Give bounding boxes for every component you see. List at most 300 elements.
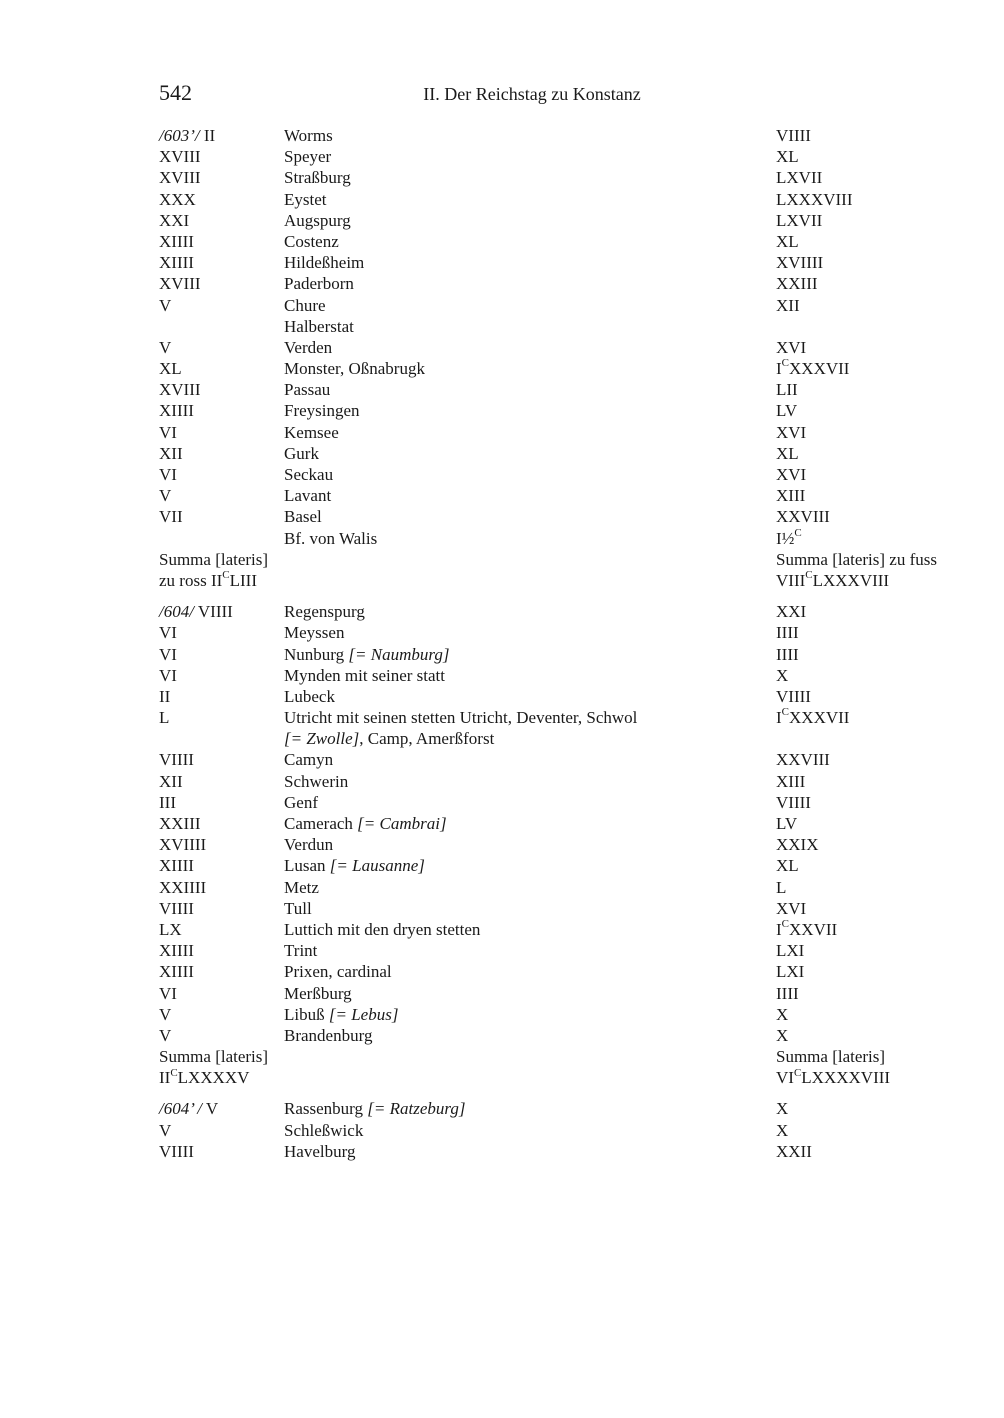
count-cell <box>159 252 194 273</box>
text-segment: L <box>776 877 787 897</box>
text-segment: Tull <box>284 898 312 918</box>
text-segment: VIIII <box>159 898 194 918</box>
count-cell <box>159 834 206 855</box>
amount-cell <box>776 125 811 146</box>
running-title: II. Der Reichstag zu Konstanz <box>423 84 641 104</box>
count-cell <box>159 210 189 231</box>
text-segment: I <box>776 359 782 379</box>
place-cell <box>284 358 425 379</box>
count-cell <box>159 485 171 506</box>
amount-cell <box>776 252 823 273</box>
text-segment: III <box>159 792 176 812</box>
place-cell <box>284 919 480 940</box>
text-segment: zu ross II <box>159 570 223 590</box>
text-segment: VIIII <box>159 750 194 770</box>
place-cell <box>284 189 327 210</box>
text-segment: II <box>199 126 216 145</box>
text-segment: XVI <box>776 422 807 442</box>
count-cell <box>159 422 177 443</box>
text-segment: Chure <box>284 295 326 315</box>
place-cell <box>284 125 333 146</box>
text-segment: II <box>159 686 171 706</box>
table-row <box>159 813 949 834</box>
text-segment: XVIII <box>159 380 201 400</box>
place-cell <box>284 231 339 252</box>
amount-cell <box>776 485 805 506</box>
amount-cell <box>776 792 811 813</box>
count-cell <box>159 464 177 485</box>
text-segment: V <box>159 1025 172 1045</box>
amount-cell <box>776 665 788 686</box>
place-cell <box>284 813 447 834</box>
count-cell <box>159 125 215 146</box>
place-cell <box>284 728 494 749</box>
place-cell <box>284 686 335 707</box>
place-cell <box>284 1141 355 1162</box>
amount-cell <box>776 1067 890 1088</box>
amount-cell <box>776 813 797 834</box>
place-cell <box>284 601 365 622</box>
amount-cell <box>776 749 830 770</box>
amount-cell <box>776 1120 788 1141</box>
count-cell <box>159 570 257 591</box>
amount-cell <box>776 898 806 919</box>
text-segment: Prixen, cardinal <box>284 962 392 982</box>
text-segment: X <box>776 665 789 685</box>
text-segment: Rassenburg <box>284 1099 368 1119</box>
text-segment: VII <box>159 507 183 527</box>
amount-cell <box>776 506 830 527</box>
amount-cell <box>776 1046 885 1067</box>
text-segment: Augspurg <box>284 210 351 230</box>
text-segment: VI <box>776 1068 794 1088</box>
text-segment: VI <box>159 644 177 664</box>
text-segment: Camerach <box>284 814 358 833</box>
text-segment: Genf <box>284 792 318 812</box>
count-cell <box>159 792 176 813</box>
text-segment: X <box>776 1025 789 1045</box>
text-segment: Trint <box>284 941 318 961</box>
text-segment: X <box>776 1120 789 1140</box>
text-segment: XXIII <box>776 274 818 294</box>
amount-cell <box>776 601 806 622</box>
place-cell <box>284 1004 398 1025</box>
table-row <box>159 792 949 813</box>
text-segment: XXXVII <box>789 708 850 728</box>
table-row <box>159 146 949 167</box>
text-segment: Straßburg <box>284 168 351 188</box>
text-segment: V <box>201 1099 219 1119</box>
table-row <box>159 940 949 961</box>
count-cell <box>159 601 233 622</box>
text-segment: Monster, Oßnabrugk <box>284 359 425 379</box>
table-row <box>159 1004 949 1025</box>
count-cell <box>159 295 171 316</box>
table-row <box>159 834 949 855</box>
text-segment: XVI <box>776 898 807 918</box>
text-segment: IIII <box>776 644 799 664</box>
place-cell <box>284 379 330 400</box>
text-segment: I <box>776 919 782 939</box>
superscript-c: C <box>805 569 813 582</box>
text-segment: VIII <box>776 570 806 590</box>
amount-cell <box>776 231 799 252</box>
amount-cell <box>776 1004 788 1025</box>
text-segment: VI <box>159 623 177 643</box>
table-row <box>159 1120 949 1141</box>
text-segment: Lubeck <box>284 686 335 706</box>
text-segment: , Camp, Amerßforst <box>359 729 495 749</box>
text-segment: LX <box>159 919 182 939</box>
text-segment: LXI <box>776 941 805 961</box>
text-segment: XVI <box>776 337 807 357</box>
table-row <box>159 898 949 919</box>
text-segment: XXXVII <box>789 359 850 379</box>
amount-cell <box>776 877 786 898</box>
text-segment: XIIII <box>159 856 194 876</box>
count-cell <box>159 189 196 210</box>
place-cell <box>284 622 344 643</box>
place-cell <box>284 506 322 527</box>
text-segment: Schleßwick <box>284 1120 364 1140</box>
table-row <box>159 443 949 464</box>
place-cell <box>284 792 318 813</box>
text-segment: VI <box>159 665 177 685</box>
table-row <box>159 358 949 379</box>
place-cell <box>284 528 377 549</box>
text-segment: VIIII <box>776 126 811 145</box>
place-cell <box>284 316 354 337</box>
table-row <box>159 622 949 643</box>
text-segment: XXVIII <box>776 750 830 770</box>
amount-cell <box>776 422 806 443</box>
place-cell <box>284 834 333 855</box>
count-cell <box>159 358 182 379</box>
count-cell <box>159 877 206 898</box>
table-row <box>159 877 949 898</box>
italic-text: [= Ratzeburg] <box>367 1099 466 1119</box>
text-segment: Lusan <box>284 856 330 876</box>
table-row <box>159 231 949 252</box>
amount-cell <box>776 834 819 855</box>
amount-cell <box>776 1025 788 1046</box>
amount-cell <box>776 167 822 188</box>
place-cell <box>284 1120 363 1141</box>
text-segment: IIII <box>776 983 799 1003</box>
place-cell <box>284 443 319 464</box>
amount-cell <box>776 210 822 231</box>
place-cell <box>284 146 331 167</box>
place-cell <box>284 898 312 919</box>
place-cell <box>284 1098 465 1119</box>
count-cell <box>159 771 183 792</box>
table-row <box>159 665 949 686</box>
text-segment: XL <box>776 443 799 463</box>
amount-cell <box>776 464 806 485</box>
table-row <box>159 210 949 231</box>
count-cell <box>159 549 268 570</box>
text-segment: LII <box>776 380 798 400</box>
table-row <box>159 422 949 443</box>
amount-cell <box>776 400 797 421</box>
text-segment: Bf. von Walis <box>284 528 378 548</box>
table-row <box>159 644 949 665</box>
count-cell <box>159 749 194 770</box>
count-cell <box>159 379 201 400</box>
count-cell <box>159 1067 249 1088</box>
amount-cell <box>776 983 799 1004</box>
count-cell <box>159 707 169 728</box>
text-segment: Seckau <box>284 465 334 484</box>
table-row <box>159 570 949 591</box>
text-segment: Kemsee <box>284 422 339 442</box>
text-segment: XXIII <box>159 814 201 833</box>
place-cell <box>284 400 360 421</box>
text-segment: VIIII <box>776 686 811 706</box>
italic-text: /604/ <box>159 602 194 622</box>
table-row <box>159 316 949 337</box>
text-segment: LIII <box>229 570 257 590</box>
count-cell <box>159 1004 171 1025</box>
count-cell <box>159 167 201 188</box>
text-segment: XXVII <box>789 919 838 939</box>
table-row <box>159 337 949 358</box>
text-segment: XIII <box>776 771 806 791</box>
text-segment: Summa [lateris] zu fuss <box>776 549 937 569</box>
amount-cell <box>776 146 799 167</box>
text-segment: LV <box>776 814 798 833</box>
count-cell <box>159 940 194 961</box>
table-row <box>159 549 949 570</box>
table-row <box>159 707 949 728</box>
place-cell <box>284 210 351 231</box>
text-segment: Summa [lateris] <box>776 1047 886 1067</box>
text-segment: Brandenburg <box>284 1025 373 1045</box>
text-segment: Costenz <box>284 231 339 251</box>
count-cell <box>159 443 183 464</box>
place-cell <box>284 337 332 358</box>
place-cell <box>284 855 425 876</box>
text-segment: L <box>159 708 170 728</box>
table-row <box>159 506 949 527</box>
text-segment: LXVII <box>776 210 823 230</box>
place-cell <box>284 464 333 485</box>
text-segment: LXXXXVIII <box>801 1068 891 1088</box>
text-segment: XL <box>159 359 182 379</box>
amount-cell <box>776 644 799 665</box>
text-segment: XXX <box>159 189 196 209</box>
place-cell <box>284 167 351 188</box>
text-segment: Gurk <box>284 443 319 463</box>
table-row <box>159 961 949 982</box>
count-cell <box>159 983 177 1004</box>
superscript-c: C <box>781 918 790 931</box>
count-cell <box>159 506 183 527</box>
count-cell <box>159 146 201 167</box>
place-cell <box>284 771 348 792</box>
table-row <box>159 485 949 506</box>
text-segment: VIIII <box>776 792 811 812</box>
text-segment: Hildeßheim <box>284 253 365 273</box>
place-cell <box>284 295 326 316</box>
text-segment: Passau <box>284 380 331 400</box>
text-segment: Camyn <box>284 750 334 770</box>
amount-cell <box>776 337 806 358</box>
amount-cell <box>776 1141 812 1162</box>
text-segment: XIIII <box>159 941 194 961</box>
amount-cell <box>776 771 805 792</box>
table-row <box>159 728 949 749</box>
text-segment: Lavant <box>284 486 332 506</box>
table-row <box>159 855 949 876</box>
text-segment: XVIIII <box>159 835 207 855</box>
count-cell <box>159 622 177 643</box>
text-segment: Merßburg <box>284 983 352 1003</box>
superscript-c: C <box>781 706 790 719</box>
text-segment: Basel <box>284 507 322 527</box>
count-cell <box>159 644 177 665</box>
text-segment: Nunburg <box>284 644 349 664</box>
text-segment: XII <box>159 771 183 791</box>
text-segment: LXXXVIII <box>812 570 890 590</box>
amount-cell <box>776 622 799 643</box>
text-segment: I½ <box>776 528 795 548</box>
text-segment: X <box>776 1099 789 1119</box>
text-segment: Verden <box>284 337 333 357</box>
text-segment: LXI <box>776 962 805 982</box>
text-segment: Luttich mit den dryen stetten <box>284 919 481 939</box>
count-cell <box>159 1098 218 1119</box>
text-segment: Summa [lateris] <box>159 549 269 569</box>
text-segment: I <box>776 708 782 728</box>
amount-cell <box>776 273 818 294</box>
table-row <box>159 1141 949 1162</box>
amount-cell <box>776 358 849 379</box>
text-segment: Libuß <box>284 1004 329 1024</box>
text-segment: V <box>159 1120 172 1140</box>
text-segment: Halberstat <box>284 316 354 336</box>
text-segment: Regenspurg <box>284 602 365 622</box>
superscript-c: C <box>170 1066 178 1079</box>
table-row <box>159 1046 949 1067</box>
text-segment: Eystet <box>284 189 327 209</box>
text-segment: Summa [lateris] <box>159 1047 269 1067</box>
tax-register-table <box>159 125 949 1162</box>
count-cell <box>159 400 194 421</box>
text-segment: V <box>159 1004 172 1024</box>
amount-cell <box>776 855 799 876</box>
amount-cell <box>776 189 852 210</box>
amount-cell <box>776 707 849 728</box>
amount-cell <box>776 443 799 464</box>
count-cell <box>159 273 201 294</box>
place-cell <box>284 644 449 665</box>
table-row <box>159 749 949 770</box>
text-segment: Worms <box>284 126 333 145</box>
italic-text: [= Zwolle] <box>284 729 360 749</box>
count-cell <box>159 337 171 358</box>
count-cell <box>159 1025 171 1046</box>
superscript-c: C <box>794 526 802 539</box>
place-cell <box>284 749 333 770</box>
text-segment: LXXXXV <box>177 1068 250 1088</box>
place-cell <box>284 707 637 728</box>
table-row <box>159 400 949 421</box>
place-cell <box>284 252 364 273</box>
table-row <box>159 1067 949 1088</box>
table-row <box>159 189 949 210</box>
text-segment: XL <box>776 147 799 167</box>
text-segment: LXXXVIII <box>776 189 853 209</box>
table-row <box>159 125 949 146</box>
amount-cell <box>776 379 798 400</box>
text-segment: Havelburg <box>284 1141 356 1161</box>
text-segment: VIIII <box>193 602 233 622</box>
count-cell <box>159 231 194 252</box>
count-cell <box>159 1141 194 1162</box>
amount-cell <box>776 549 937 570</box>
text-segment: XVIII <box>159 274 201 294</box>
text-segment: X <box>776 1004 789 1024</box>
text-segment: XVI <box>776 465 807 484</box>
text-segment: XVIIII <box>776 253 824 273</box>
text-segment: LV <box>776 401 798 421</box>
text-segment: Mynden mit seiner statt <box>284 665 446 685</box>
table-row <box>159 295 949 316</box>
text-segment: II <box>159 1068 171 1088</box>
amount-cell <box>776 961 804 982</box>
count-cell <box>159 813 201 834</box>
superscript-c: C <box>781 357 790 370</box>
text-segment: XIIII <box>159 962 194 982</box>
amount-cell <box>776 919 837 940</box>
italic-text: [= Lebus] <box>328 1004 399 1024</box>
text-segment: VI <box>159 983 177 1003</box>
text-segment: V <box>159 486 172 506</box>
place-cell <box>284 940 317 961</box>
table-row <box>159 1025 949 1046</box>
italic-text: /604’ / <box>159 1099 202 1119</box>
text-segment: V <box>159 337 172 357</box>
text-segment: XXI <box>159 210 190 230</box>
text-segment: XVIII <box>159 168 201 188</box>
count-cell <box>159 855 194 876</box>
page-number: 542 <box>159 80 192 105</box>
text-segment: XVIII <box>159 147 201 167</box>
text-segment: V <box>159 295 172 315</box>
table-row <box>159 983 949 1004</box>
amount-cell <box>776 940 804 961</box>
text-segment: Freysingen <box>284 401 360 421</box>
text-segment: XXVIII <box>776 507 830 527</box>
count-cell <box>159 961 194 982</box>
table-row <box>159 167 949 188</box>
place-cell <box>284 983 352 1004</box>
place-cell <box>284 1025 372 1046</box>
text-segment: Meyssen <box>284 623 345 643</box>
text-segment: Metz <box>284 877 319 897</box>
text-segment: IIII <box>776 623 799 643</box>
text-segment: XL <box>776 231 799 251</box>
text-segment: Paderborn <box>284 274 354 294</box>
text-segment: XXIX <box>776 835 819 855</box>
table-row <box>159 273 949 294</box>
place-cell <box>284 961 392 982</box>
text-segment: XIIII <box>159 401 194 421</box>
amount-cell <box>776 1098 788 1119</box>
italic-text: [= Lausanne] <box>329 856 425 876</box>
text-segment: VI <box>159 422 177 442</box>
